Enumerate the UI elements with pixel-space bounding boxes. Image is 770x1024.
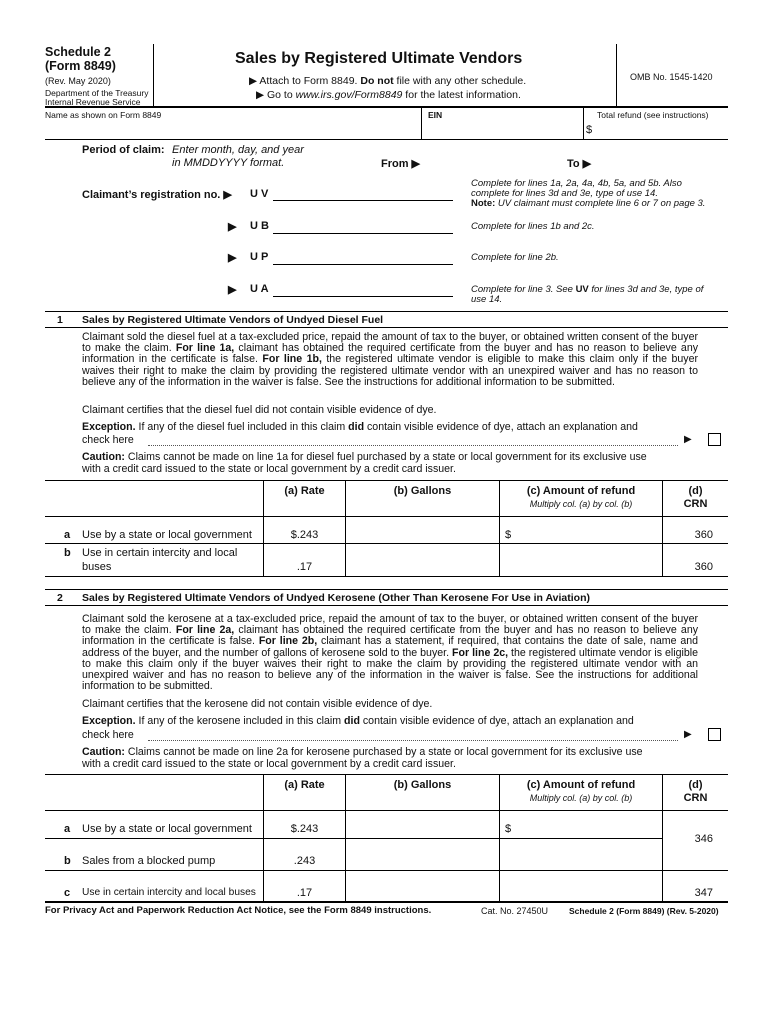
section2-instructions: Claimant sold the kerosene at a tax-excluded price, repaid the amount of tax to the buyer, or obtained written consent of the buyer to make the claim. For line 2a, claimant has obtained the required certificate from the buyer and has no reason to believe any information in the certificate is false. For line 2b, claimant has a statement, if required, that contains the date of sale, name and address of the buyer, and the number of gallons of kerosene sold to the buyer. For line 2c, the registered ultimate vendor is eligible to make this claim only if the buyer waives their right to make the claim by providing the registered ultimate vendor with an unexpired waiver and has no reason to believe any of the information in the waiver is false. See the instructions for additional information to be submitted. <box>82 613 699 693</box>
row-description: Use by a state or local government <box>82 823 252 835</box>
section1-title-rule <box>45 327 728 328</box>
amount-input-1b[interactable] <box>515 548 660 572</box>
name-input[interactable] <box>46 120 416 136</box>
gallons-input-1a[interactable] <box>347 520 497 540</box>
t1-header-rule <box>45 516 728 517</box>
total-refund-input[interactable] <box>596 122 726 138</box>
up-note: Complete for line 2b. <box>471 252 559 263</box>
row-letter: b <box>64 547 71 559</box>
row-crn: 360 <box>694 561 713 573</box>
total-refund-label: Total refund (see instructions) <box>597 110 709 120</box>
t2-row-rule-a <box>45 838 662 839</box>
gallons-input-2c[interactable] <box>347 876 497 900</box>
ub-arrow: ▶ <box>228 221 237 233</box>
uv-prefix: U V <box>250 188 269 200</box>
section2-caution: Caution: Claims cannot be made on line 2a for kerosene purchased by a state or local government for its exclusive use <box>82 746 643 758</box>
row-letter: b <box>64 855 71 867</box>
website-instruction: ▶ Go to www.irs.gov/Form8849 for the latest information. <box>256 89 521 101</box>
amount-input-2c[interactable] <box>515 876 660 900</box>
row-description: Sales from a blocked pump <box>82 855 216 867</box>
ub-note: Complete for lines 1b and 2c. <box>471 221 595 232</box>
t1-row-rule <box>45 543 728 544</box>
header-rule <box>45 106 728 108</box>
ein-label: EIN <box>428 110 443 120</box>
section1-title: Sales by Registered Ultimate Vendors of Undyed Diesel Fuel <box>82 314 384 326</box>
section2-title-rule <box>45 605 728 606</box>
row-description: Use in certain intercity and local <box>82 547 238 559</box>
t2-col-rate: (a) Rate <box>284 779 325 791</box>
row-dollar: $ <box>505 823 512 835</box>
row-crn: 360 <box>694 529 713 541</box>
total-divider <box>583 107 584 139</box>
attach-instruction: ▶ Attach to Form 8849. Do not file with any other schedule. <box>249 75 527 87</box>
section2-certification: Claimant certifies that the kerosene did not contain visible evidence of dye. <box>82 698 433 710</box>
section1-check-arrow: ▶ <box>684 434 692 445</box>
crn-347: 347 <box>694 887 713 899</box>
row-description: Use by a state or local government <box>82 529 252 541</box>
registration-label: Claimant’s registration no. ▶ <box>82 189 232 201</box>
to-label: To ▶ <box>567 158 592 170</box>
row-rate: .17 <box>296 561 313 573</box>
ub-input[interactable] <box>273 233 453 234</box>
section2-check-arrow: ▶ <box>684 729 692 740</box>
uv-note-1: Complete for lines 1a, 2a, 4a, 4b, 5a, and 5b. Also <box>471 178 682 189</box>
section1-leader <box>148 445 678 446</box>
row-letter: a <box>64 823 71 835</box>
gallons-input-1b[interactable] <box>347 548 497 572</box>
row-rate: .17 <box>296 887 313 899</box>
row-description: Use in certain intercity and local buses <box>82 887 256 898</box>
t2-col-gallons: (b) Gallons <box>393 779 452 791</box>
uv-input[interactable] <box>273 200 453 201</box>
form-title: Sales by Registered Ultimate Vendors <box>235 50 523 67</box>
section1-check-here: check here <box>82 434 134 446</box>
section1-caution-2: with a credit card issued to the state or local government by a credit card issuer. <box>82 463 456 475</box>
schedule-number: Schedule 2 <box>45 45 111 59</box>
to-date-input[interactable] <box>597 154 725 169</box>
ua-prefix: U A <box>250 283 269 295</box>
t2-col-amount: (c) Amount of refund <box>526 779 636 791</box>
section2-dye-checkbox[interactable] <box>708 728 721 741</box>
section1-top-rule <box>45 311 728 312</box>
row-rate: .243 <box>293 855 316 867</box>
t2-row-rule-b <box>45 870 728 871</box>
amount-input-2b[interactable] <box>515 844 660 868</box>
section1-instructions: Claimant sold the diesel fuel at a tax-excluded price, repaid the amount of tax to the buyer, or obtained written consent of the buyer to make the claim. For line 1a, claimant has obtained the required certificate from the buyer and has no reason to believe any information in the certificate is false. For line 1b, the registered ultimate vendor is eligible to make this claim only if the buyer waives their right to make the claim by providing the registered ultimate vendor with an unexpired waiver and has no reason to believe any of the information in the waiver is false. See the instructions for additional information to be submitted. <box>82 331 699 388</box>
ua-note-2: use 14. <box>471 294 503 305</box>
gallons-input-2a[interactable] <box>347 814 497 836</box>
gallons-input-2b[interactable] <box>347 844 497 868</box>
row-description-2: buses <box>82 561 112 573</box>
crn-346: 346 <box>694 833 713 845</box>
privacy-notice: For Privacy Act and Paperwork Reduction Act Notice, see the Form 8849 instructions. <box>45 905 432 916</box>
amount-input-1a[interactable] <box>515 520 660 540</box>
t1-col-rate: (a) Rate <box>284 485 325 497</box>
t2-col-d: (d) <box>688 779 703 791</box>
ua-note-1: Complete for line 3. See UV for lines 3d and 3e, type of <box>471 284 704 295</box>
name-row-rule <box>45 139 728 140</box>
total-dollar-sign: $ <box>586 124 593 136</box>
catalog-number: Cat. No. 27450U <box>481 906 549 916</box>
t1-col-amount: (c) Amount of refund <box>526 485 636 497</box>
up-arrow: ▶ <box>228 252 237 264</box>
section2-leader <box>148 740 678 741</box>
section1-number: 1 <box>57 314 63 326</box>
up-prefix: U P <box>250 251 269 263</box>
t2-header-rule <box>45 810 728 811</box>
t2-col-crn: CRN <box>683 792 708 804</box>
section2-number: 2 <box>57 592 63 604</box>
section2-top-rule <box>45 589 728 590</box>
amount-input-2a[interactable] <box>515 814 660 836</box>
t2-col-amount-sub: Multiply col. (a) by col. (b) <box>529 793 633 803</box>
ein-input[interactable] <box>424 120 579 136</box>
header-divider-left <box>153 44 154 106</box>
revision-date: (Rev. May 2020) <box>45 76 111 86</box>
section2-exception: Exception. If any of the kerosene included in this claim did contain visible evidence of dye, attach an explanation and <box>82 715 634 727</box>
period-label: Period of claim: <box>82 144 165 156</box>
name-label: Name as shown on Form 8849 <box>45 110 162 120</box>
ein-divider <box>421 107 422 139</box>
footer-rule <box>45 901 728 903</box>
row-letter: c <box>64 887 71 899</box>
row-letter: a <box>64 529 71 541</box>
from-label: From ▶ <box>381 158 421 170</box>
section1-bottom-rule <box>45 576 728 577</box>
schedule-footer: Schedule 2 (Form 8849) (Rev. 5-2020) <box>569 906 719 916</box>
section1-certification: Claimant certifies that the diesel fuel did not contain visible evidence of dye. <box>82 404 437 416</box>
ua-input[interactable] <box>273 296 453 297</box>
from-date-input[interactable] <box>425 154 555 169</box>
t1-col-d: (d) <box>688 485 703 497</box>
row-rate: $.243 <box>290 529 319 541</box>
table2-top-rule <box>45 774 728 775</box>
section1-dye-checkbox[interactable] <box>708 433 721 446</box>
form-number: (Form 8849) <box>45 59 116 73</box>
header-divider-right <box>616 44 617 106</box>
uv-note-3: Note: UV claimant must complete line 6 or 7 on page 3. <box>471 198 706 209</box>
row-rate: $.243 <box>290 823 319 835</box>
period-hint-1: Enter month, day, and year <box>172 144 304 156</box>
table1-top-rule <box>45 480 728 481</box>
section2-title: Sales by Registered Ultimate Vendors of Undyed Kerosene (Other Than Kerosene For Use in Aviation) <box>82 592 591 604</box>
up-input[interactable] <box>273 264 453 265</box>
t1-col-amount-sub: Multiply col. (a) by col. (b) <box>529 499 633 509</box>
uv-note-2: complete for lines 3d and 3e, type of use 14. <box>471 188 658 199</box>
t1-col-crn: CRN <box>683 498 708 510</box>
section1-caution: Caution: Claims cannot be made on line 1a for diesel fuel purchased by a state or local government for its exclusive use <box>82 451 647 463</box>
section2-caution-2: with a credit card issued to the state or local government by a credit card issuer. <box>82 758 456 770</box>
period-hint-2: in MMDDYYYY format. <box>172 157 285 169</box>
t1-col-gallons: (b) Gallons <box>393 485 452 497</box>
department: Department of the Treasury <box>45 88 149 98</box>
ub-prefix: U B <box>250 220 269 232</box>
section2-check-here: check here <box>82 729 134 741</box>
agency: Internal Revenue Service <box>45 97 141 107</box>
omb-number: OMB No. 1545-1420 <box>630 72 713 82</box>
row-dollar: $ <box>505 529 512 541</box>
section1-exception: Exception. If any of the diesel fuel included in this claim did contain visible evidence of dye, attach an explanation and <box>82 421 638 433</box>
ua-arrow: ▶ <box>228 284 237 296</box>
